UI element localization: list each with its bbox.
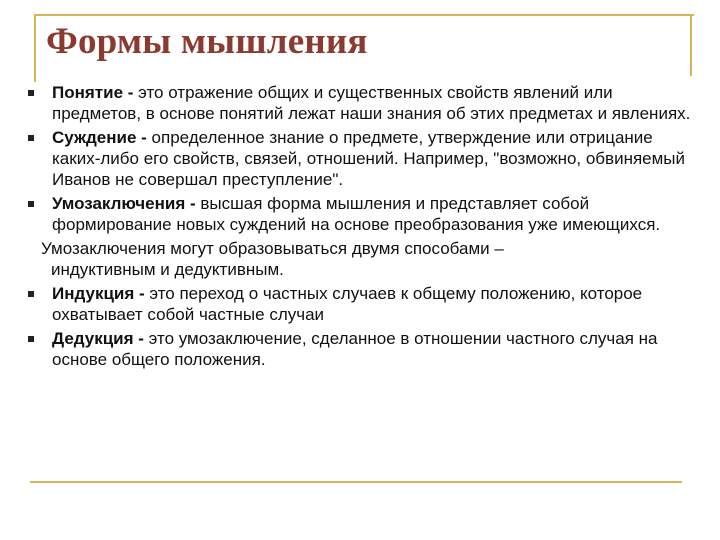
term-dash: -: [134, 284, 145, 303]
definition-ponyatie: это отражение общих и существенных свойств явлений или предметов, в основе понятий лежат наши знания об этих предметах и явлениях.: [52, 83, 691, 123]
definition-suzhdenie: определенное знание о предмете, утверждение или отрицание каких-либо его свойств, связей, отношений. Например, "возможно, обвиняемый Иванов не совершал преступление".: [52, 128, 686, 189]
top-border: [18, 12, 694, 18]
square-bullet-icon: [28, 90, 34, 96]
note-paragraph: [26, 238, 698, 280]
list-item-dedukciya: [26, 328, 698, 370]
left-border-accent: [34, 14, 36, 82]
list-item-ponyatie: [26, 82, 698, 124]
square-bullet-icon: [28, 336, 34, 342]
term-indukciya: Индукция: [52, 284, 135, 303]
right-border-accent: [690, 16, 692, 76]
note-line-1: Умозаключения могут образовываться двумя способами –: [41, 239, 504, 258]
list-item-suzhdenie: [26, 127, 698, 190]
definition-indukciya: это переход о частных случаев к общему положению, которое охватывает собой частные случаи: [52, 284, 643, 324]
square-bullet-icon: [28, 291, 34, 297]
term-suzhdenie: Суждение: [52, 128, 137, 147]
term-ponyatie: Понятие: [52, 83, 124, 102]
square-bullet-icon: [28, 135, 34, 141]
definition-umozaklyucheniya: высшая форма мышления и представляет собой формирование новых суждений на основе преобразования уже имеющихся.: [52, 194, 661, 234]
note-line-2: индуктивным и дедуктивным.: [51, 260, 284, 279]
slide-content: [26, 82, 698, 373]
term-dedukciya: Дедукция: [52, 329, 134, 348]
term-dash: -: [133, 329, 144, 348]
term-umozaklyucheniya: Умозаключения: [52, 194, 186, 213]
bottom-border: [30, 481, 682, 483]
list-item-indukciya: [26, 283, 698, 325]
slide-title: Формы мышления: [46, 21, 368, 62]
definition-dedukciya: это умозаключение, сделанное в отношении частного случая на основе общего положения.: [52, 329, 658, 369]
term-dash: -: [123, 83, 134, 102]
square-bullet-icon: [28, 201, 34, 207]
top-border-line: [36, 14, 694, 16]
list-item-umozaklyucheniya: [26, 193, 698, 235]
term-dash: -: [185, 194, 196, 213]
term-dash: -: [136, 128, 147, 147]
